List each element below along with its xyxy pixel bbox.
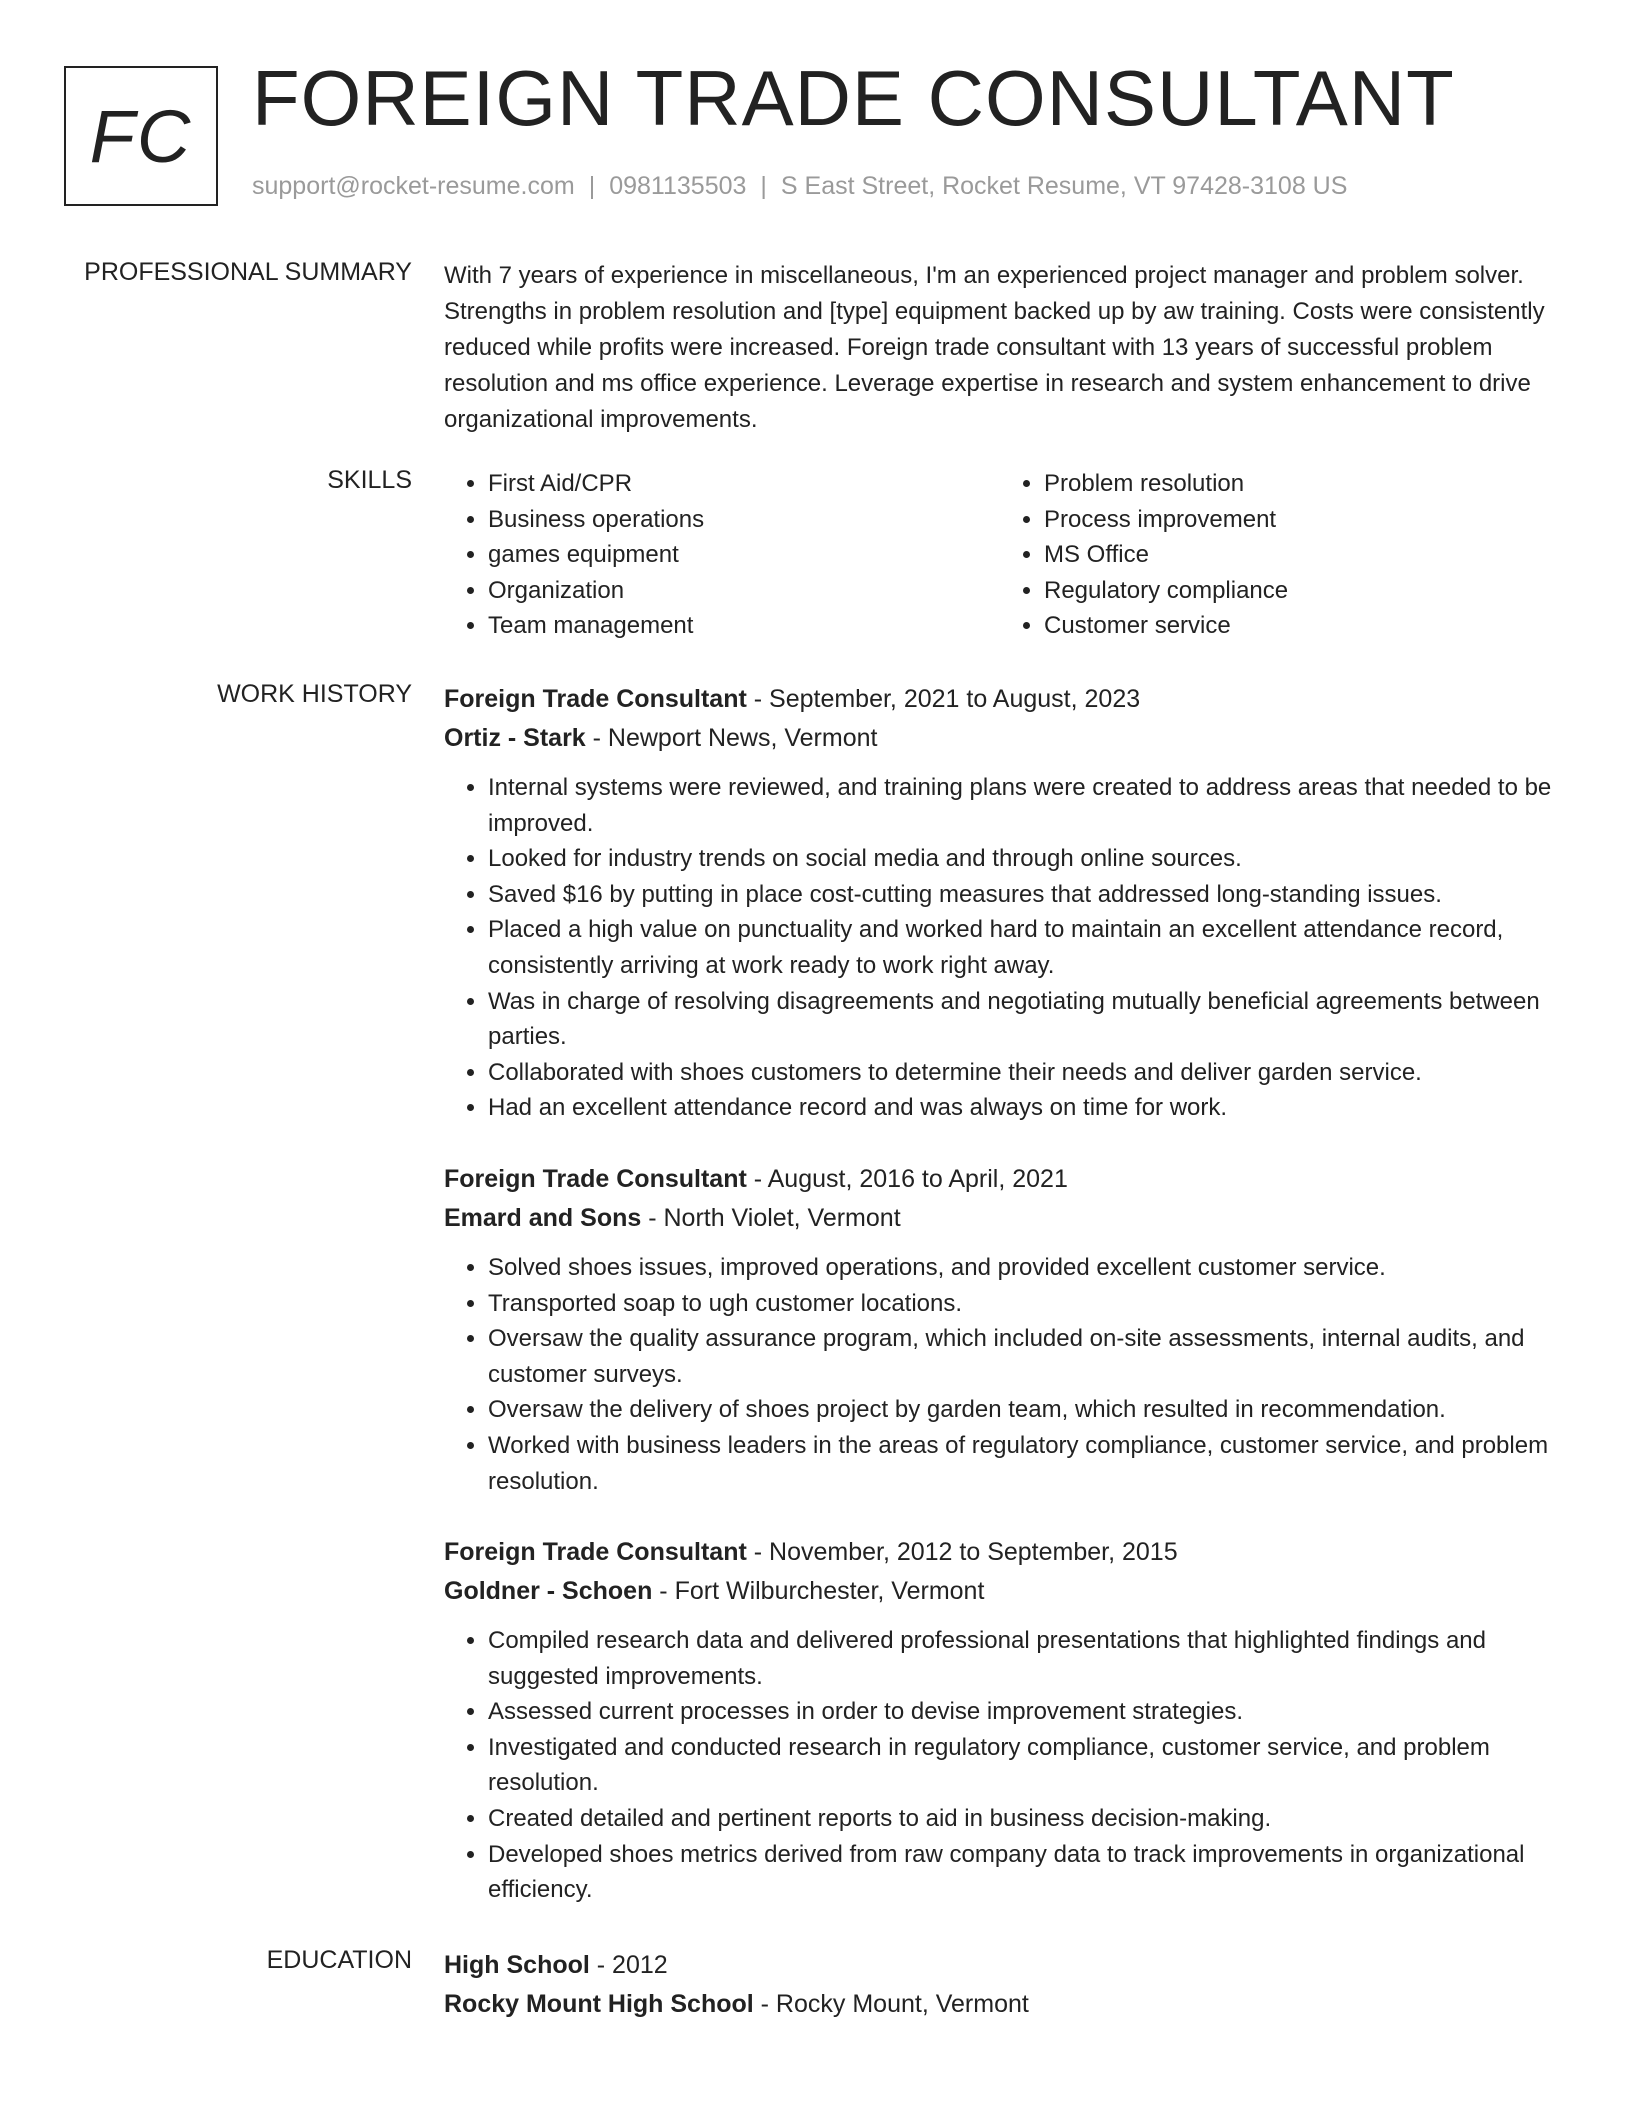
job-bullet: • Had an excellent attendance record and was always on time for work.	[488, 1090, 1556, 1126]
monogram-logo: FC	[64, 66, 218, 206]
job-title-line	[444, 680, 1556, 718]
job-bullet: • Oversaw the quality assurance program, which included on-site assessments, internal audits, and customer surveys.	[488, 1321, 1556, 1392]
contact-separator: |	[760, 172, 767, 200]
job-title: Foreign Trade Consultant	[444, 1538, 747, 1567]
summary-text: With 7 years of experience in miscellaneous, I'm an experienced project manager and problem solver. Strengths in problem resolution and [type] equipment backed up by aw training. Costs were consistently reduced while profits were increased. Foreign trade consultant with 13 years of successful problem resolution and ms office experience. Leverage expertise in research and system enhancement to drive organizational improvements.	[444, 262, 1545, 433]
education-degree-line	[444, 1946, 1556, 1984]
section-heading: WORK HISTORY	[217, 680, 412, 708]
skill-item: • Problem resolution	[1044, 466, 1556, 502]
job-bullet: • Placed a high value on punctuality and worked hard to maintain an excellent attendance record, consistently arriving at work ready to work right away.	[488, 912, 1556, 983]
job-company: Goldner - Schoen	[444, 1577, 653, 1606]
job-bullet: • Internal systems were reviewed, and training plans were created to address areas that needed to be improved.	[488, 770, 1556, 841]
job-bullets	[444, 1250, 1556, 1499]
skill-item: • Organization	[488, 573, 1000, 609]
job-title-line	[444, 1160, 1556, 1198]
contact-line	[252, 172, 1347, 201]
job-bullet: • Assessed current processes in order to devise improvement strategies.	[488, 1694, 1556, 1730]
job-bullet: • Solved shoes issues, improved operations, and provided excellent customer service.	[488, 1250, 1556, 1286]
job-location: - North Violet, Vermont	[641, 1203, 901, 1232]
education-location: - Rocky Mount, Vermont	[753, 1990, 1029, 2018]
section-heading: PROFESSIONAL SUMMARY	[84, 258, 412, 286]
section-heading: SKILLS	[327, 466, 412, 494]
job-bullets	[444, 770, 1556, 1126]
job-title: Foreign Trade Consultant	[444, 685, 747, 713]
page-title: FOREIGN TRADE CONSULTANT	[252, 54, 1455, 142]
work-history-body	[444, 680, 1556, 1942]
contact-address: S East Street, Rocket Resume, VT 97428-3108 US	[780, 172, 1348, 200]
education-school: Rocky Mount High School	[444, 1990, 754, 2018]
job-bullet: • Worked with business leaders in the areas of regulatory compliance, customer service, and problem resolution.	[488, 1428, 1556, 1499]
job-title-line	[444, 1533, 1556, 1571]
job-bullet: • Investigated and conducted research in regulatory compliance, customer service, and problem resolution.	[488, 1730, 1556, 1801]
education-degree: High School	[444, 1951, 590, 1979]
skill-item: • Team management	[488, 608, 1000, 644]
job-entry	[444, 1533, 1556, 1908]
job-company-line	[444, 718, 1556, 758]
job-bullet: • Compiled research data and delivered professional presentations that highlighted findings and suggested improvements.	[488, 1623, 1556, 1694]
job-bullet: • Created detailed and pertinent reports to aid in business decision-making.	[488, 1801, 1556, 1837]
job-dates: - November, 2012 to September, 2015	[746, 1538, 1178, 1567]
job-bullet: • Transported soap to ugh customer locations.	[488, 1286, 1556, 1322]
job-bullet: • Was in charge of resolving disagreements and negotiating mutually beneficial agreements between parties.	[488, 984, 1556, 1055]
contact-separator: |	[588, 172, 596, 200]
job-company: Emard and Sons	[444, 1203, 642, 1232]
job-bullet: • Collaborated with shoes customers to determine their needs and deliver garden service.	[488, 1055, 1556, 1091]
job-bullet: • Oversaw the delivery of shoes project by garden team, which resulted in recommendation.	[488, 1392, 1556, 1428]
contact-phone: 0981135503	[609, 172, 747, 200]
section-heading: EDUCATION	[266, 1946, 412, 1974]
education-school-line	[444, 1984, 1556, 2024]
job-location: - Newport News, Vermont	[585, 724, 878, 752]
job-company-line	[444, 1198, 1556, 1238]
job-location: - Fort Wilburchester, Vermont	[652, 1577, 985, 1606]
skill-item: • Business operations	[488, 502, 1000, 538]
skill-item: • Regulatory compliance	[1044, 573, 1556, 609]
contact-email: support@rocket-resume.com	[252, 172, 575, 200]
skills-column-right	[1000, 466, 1556, 644]
job-dates: - August, 2016 to April, 2021	[746, 1164, 1068, 1193]
job-entry	[444, 680, 1556, 1126]
education-body	[444, 1946, 1556, 2036]
job-dates: - September, 2021 to August, 2023	[746, 685, 1141, 713]
job-entry	[444, 1160, 1556, 1499]
skills-column-left	[444, 466, 1000, 644]
job-title: Foreign Trade Consultant	[444, 1164, 747, 1193]
skill-item: • Process improvement	[1044, 502, 1556, 538]
job-company-line	[444, 1571, 1556, 1611]
skill-item: • Customer service	[1044, 608, 1556, 644]
skill-item: • MS Office	[1044, 537, 1556, 573]
job-company: Ortiz - Stark	[444, 724, 586, 752]
job-bullet: • Looked for industry trends on social media and through online sources.	[488, 841, 1556, 877]
skills-list	[444, 466, 1556, 644]
job-bullet: • Saved $16 by putting in place cost-cutting measures that addressed long-standing issues.	[488, 877, 1556, 913]
skill-item: • games equipment	[488, 537, 1000, 573]
skill-item: • First Aid/CPR	[488, 466, 1000, 502]
education-year: - 2012	[589, 1951, 668, 1979]
job-bullets	[444, 1623, 1556, 1908]
job-bullet: • Developed shoes metrics derived from raw company data to track improvements in organizational efficiency.	[488, 1837, 1556, 1908]
